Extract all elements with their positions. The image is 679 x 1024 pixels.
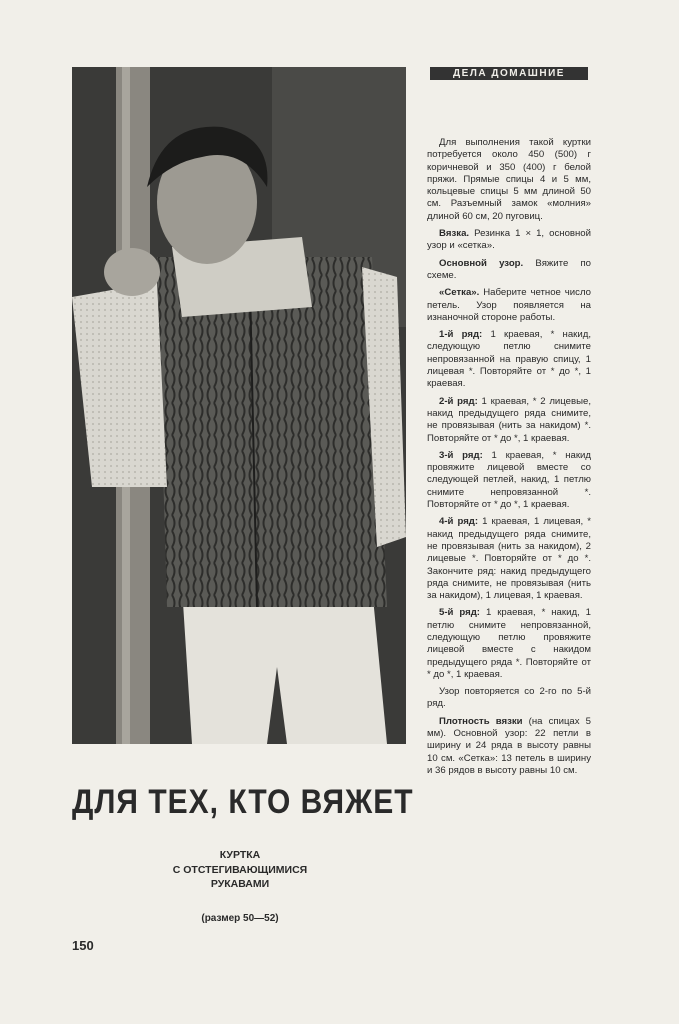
page-number: 150	[72, 938, 94, 953]
instruction-paragraph	[427, 396, 591, 445]
instruction-paragraph	[427, 686, 591, 711]
model-photo	[72, 67, 406, 744]
instruction-paragraph	[427, 329, 591, 390]
paragraph-text: Вяжите по схеме.	[427, 257, 591, 281]
paragraph-heading: 3-й ряд:	[439, 449, 483, 461]
paragraph-heading: Вязка.	[439, 228, 470, 240]
section-rubric: ДЕЛА ДОМАШНИЕ	[430, 67, 588, 80]
subtitle-line: С ОТСТЕГИВАЮЩИМИСЯ	[172, 863, 308, 876]
paragraph-text: 1 краевая, * накид, следующую петлю снимите непровязанной на правую спицу, 1 лицевая *. Повторяйте от * до *, 1 краевая.	[427, 329, 592, 390]
paragraph-heading: «Сетка».	[439, 287, 480, 299]
instruction-paragraph	[427, 287, 591, 324]
paragraph-text: 1 краевая, 1 лицевая, * накид предыдущего ряда снимите, не провязывая (нить за накидом), 2 лицевые *. Повторяйте от * до *. Закончите ряд: накид предыдущего ряда снимите, не провязывая (нить за накидом), 1 лицевая, 1 краевая.	[427, 516, 591, 602]
instruction-paragraph	[427, 607, 591, 681]
instruction-paragraph	[427, 137, 591, 223]
instruction-paragraph	[427, 450, 591, 511]
instruction-paragraph	[427, 716, 591, 777]
paragraph-heading: Основной узор.	[439, 257, 524, 269]
paragraph-heading: 1-й ряд:	[439, 329, 483, 341]
article-title: ДЛЯ ТЕХ, КТО ВЯЖЕТ	[72, 783, 414, 821]
paragraph-text: (на спицах 5 мм). Основной узор: 22 петли в ширину и 24 ряда в высоту равны 10 см. «Сетка»: 13 петель в ширину и 36 рядов в высоту равны 10 см.	[427, 715, 591, 776]
paragraph-text: Резинка 1 × 1, основной узор и «сетка».	[427, 228, 591, 252]
instruction-paragraph	[427, 258, 591, 283]
paragraph-text: Узор повторяется со 2-го по 5-й ряд.	[427, 686, 591, 710]
paragraph-text: 1 краевая, * накид, 1 петлю снимите непровязанной, следующую петлю провяжите лицевой вместе с накидом предыдущего ряда *. Повторяйте от * до *, 1 краевая.	[427, 607, 591, 680]
paragraph-text: Для выполнения такой куртки потребуется около 450 (500) г коричневой и 350 (400) г белой пряжи. Прямые спицы 4 и 5 мм, кольцевые спицы 5 мм длиной 50 см. Разъемный замок «молния» длиной 60 см, 20 пуговиц.	[427, 137, 591, 222]
subtitle-line: РУКАВАМИ	[210, 878, 270, 890]
paragraph-heading: 4-й ряд:	[439, 516, 479, 528]
instruction-paragraph	[427, 516, 591, 602]
paragraph-text: Наберите четное число петель. Узор появляется на изнаночной стороне работы.	[427, 287, 591, 323]
paragraph-heading: 2-й ряд:	[439, 395, 478, 407]
article-subtitle	[140, 848, 340, 892]
paragraph-heading: Плотность вязки	[439, 715, 523, 727]
paragraph-text: 1 краевая, * 2 лицевые, накид предыдущего ряда снимите, не провязывая (нить за накидом) *. Повторяйте от * до *, 1 краевая.	[427, 395, 591, 444]
subtitle-line: КУРТКА	[219, 849, 261, 861]
instructions-column	[427, 137, 591, 782]
instruction-paragraph	[427, 228, 591, 253]
paragraph-heading: 5-й ряд:	[439, 607, 480, 619]
paragraph-text: 1 краевая, * накид провяжите лицевой вместе со следующей петлей, накид, 1 петлю снимите непровязанной *. Повторяйте от * до *, 1 краевая.	[427, 449, 591, 511]
garment-size: (размер 50—52)	[201, 913, 279, 924]
